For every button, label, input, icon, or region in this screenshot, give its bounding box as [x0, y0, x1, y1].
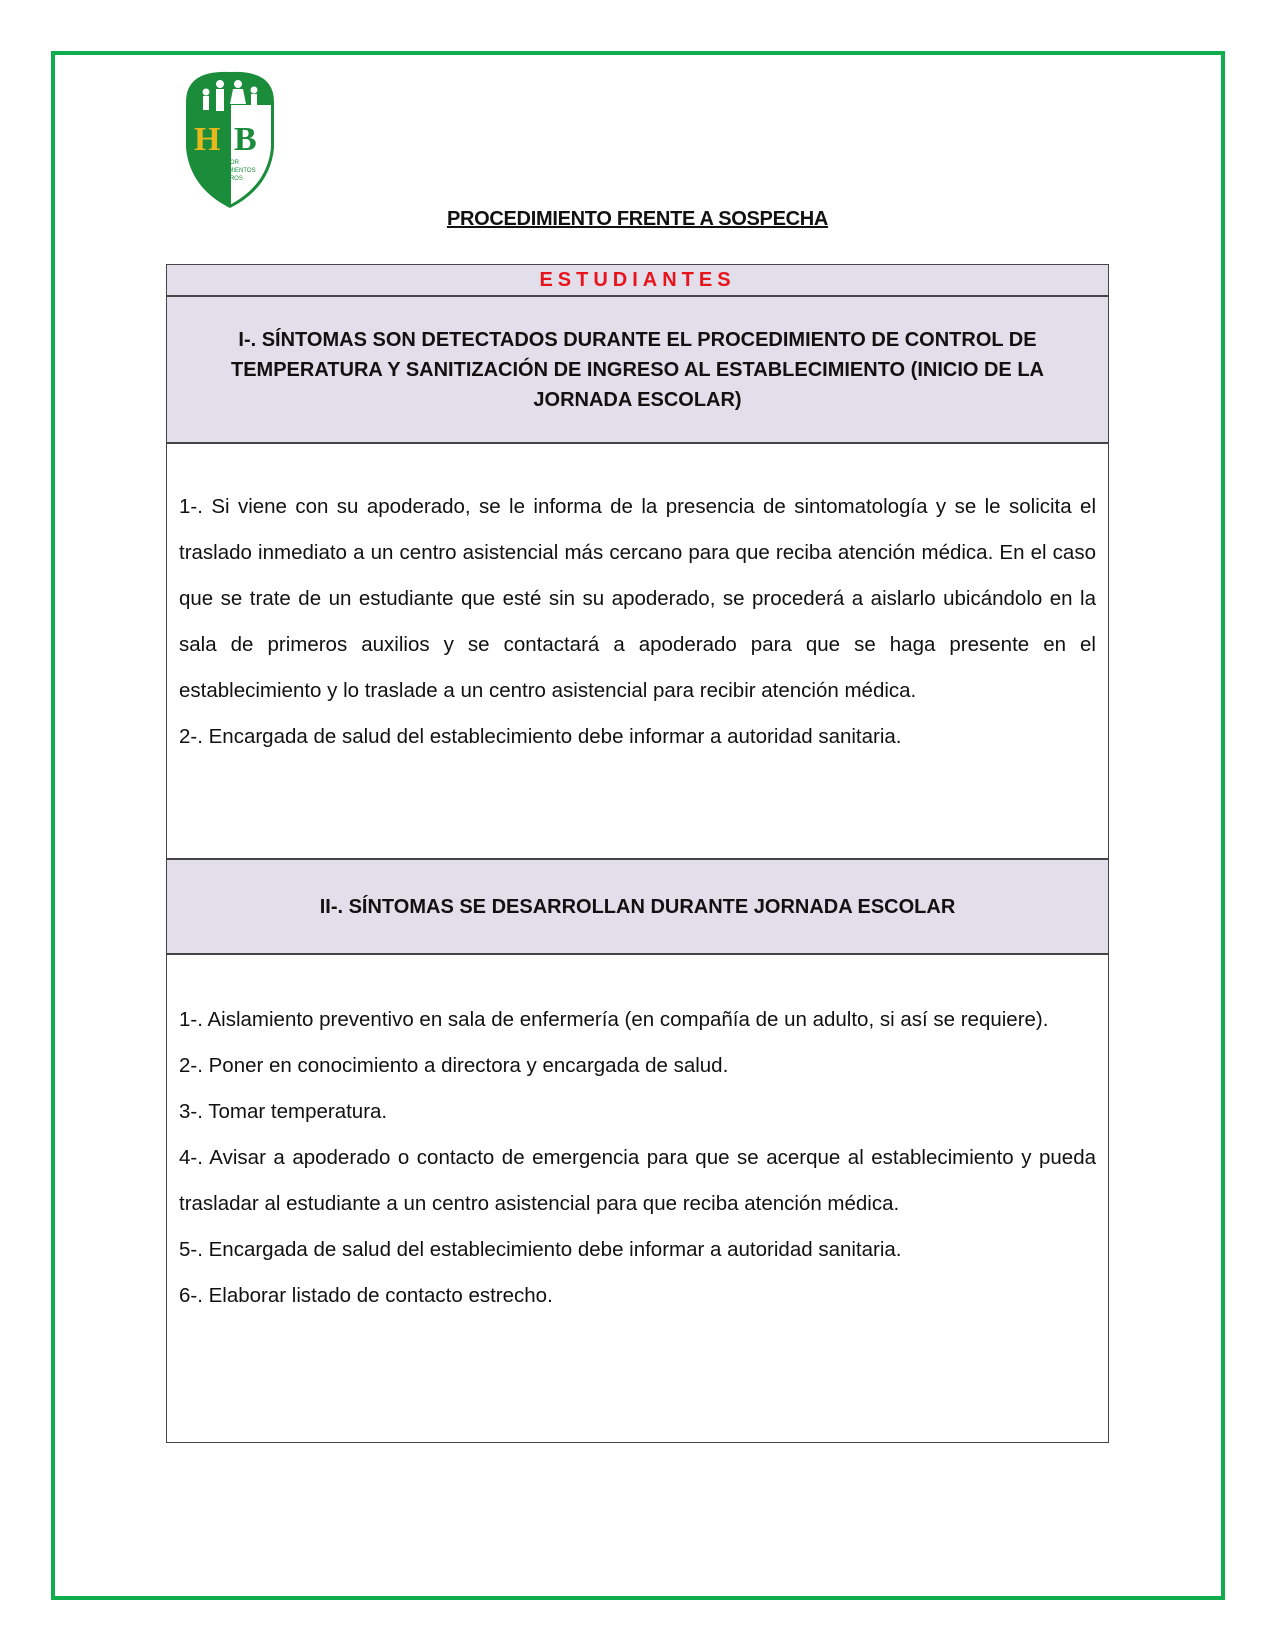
section-2-body [167, 955, 1108, 1442]
section-1-heading [167, 297, 1108, 444]
section-2-item-1: 1-. Aislamiento preventivo en sala de enfermería (en compañía de un adulto, si así se requiere). [179, 1008, 1049, 1031]
section-2-item-6: 6-. Elaborar listado de contacto estrecho. [179, 1284, 553, 1307]
document-title: PROCEDIMIENTO FRENTE A SOSPECHA [446, 208, 829, 230]
section-2-item-2: 2-. Poner en conocimiento a directora y encargada de salud. [179, 1054, 729, 1077]
svg-text:CONOCIMIENTOS: CONOCIMIENTOS [204, 168, 256, 174]
svg-text:B: B [234, 121, 257, 158]
section-2-item-3: 3-. Tomar temperatura. [179, 1100, 388, 1123]
students-label: ESTUDIANTES [539, 268, 736, 291]
procedure-table [166, 264, 1109, 1443]
section-2-heading [167, 858, 1108, 955]
svg-text:H: H [194, 121, 221, 158]
section-1-item-2: 2-. Encargada de salud del establecimiento debe informar a autoridad sanitaria. [179, 725, 902, 748]
table-label-row [167, 265, 1108, 297]
svg-text:AMOR: AMOR [221, 160, 239, 166]
school-logo [178, 70, 282, 210]
section-2-item-4: 4-. Avisar a apoderado o contacto de emergencia para que se acerque al establecimiento y pueda trasladar al estudiante a un centro asistencial para que reciba atención médica. [179, 1146, 1096, 1215]
shield-logo-icon [178, 70, 282, 210]
section-1-heading-text: I-. SÍNTOMAS SON DETECTADOS DURANTE EL PROCEDIMIENTO DE CONTROL DE TEMPERATURA Y SANITIZACIÓN DE INGRESO AL ESTABLECIMIENTO (INICIO DE LA JORNADA ESCOLAR) [230, 328, 1044, 411]
section-1-body [167, 444, 1108, 858]
svg-text:LOGROS: LOGROS [217, 176, 243, 182]
section-2-item-5: 5-. Encargada de salud del establecimiento debe informar a autoridad sanitaria. [179, 1238, 902, 1261]
section-1-item-1: 1-. Si viene con su apoderado, se le informa de la presencia de sintomatología y se le solicita el traslado inmediato a un centro asistencial más cercano para que reciba atención médica. En el caso que se trate de un estudiante que esté sin su apoderado, se procederá a aislarlo ubicándolo en la sala de primeros auxilios y se contactará a apoderado para que se haga presente en el establecimiento y lo traslade a un centro asistencial para recibir atención médica. [179, 495, 1096, 702]
section-2-heading-text: II-. SÍNTOMAS SE DESARROLLAN DURANTE JORNADA ESCOLAR [319, 895, 956, 918]
